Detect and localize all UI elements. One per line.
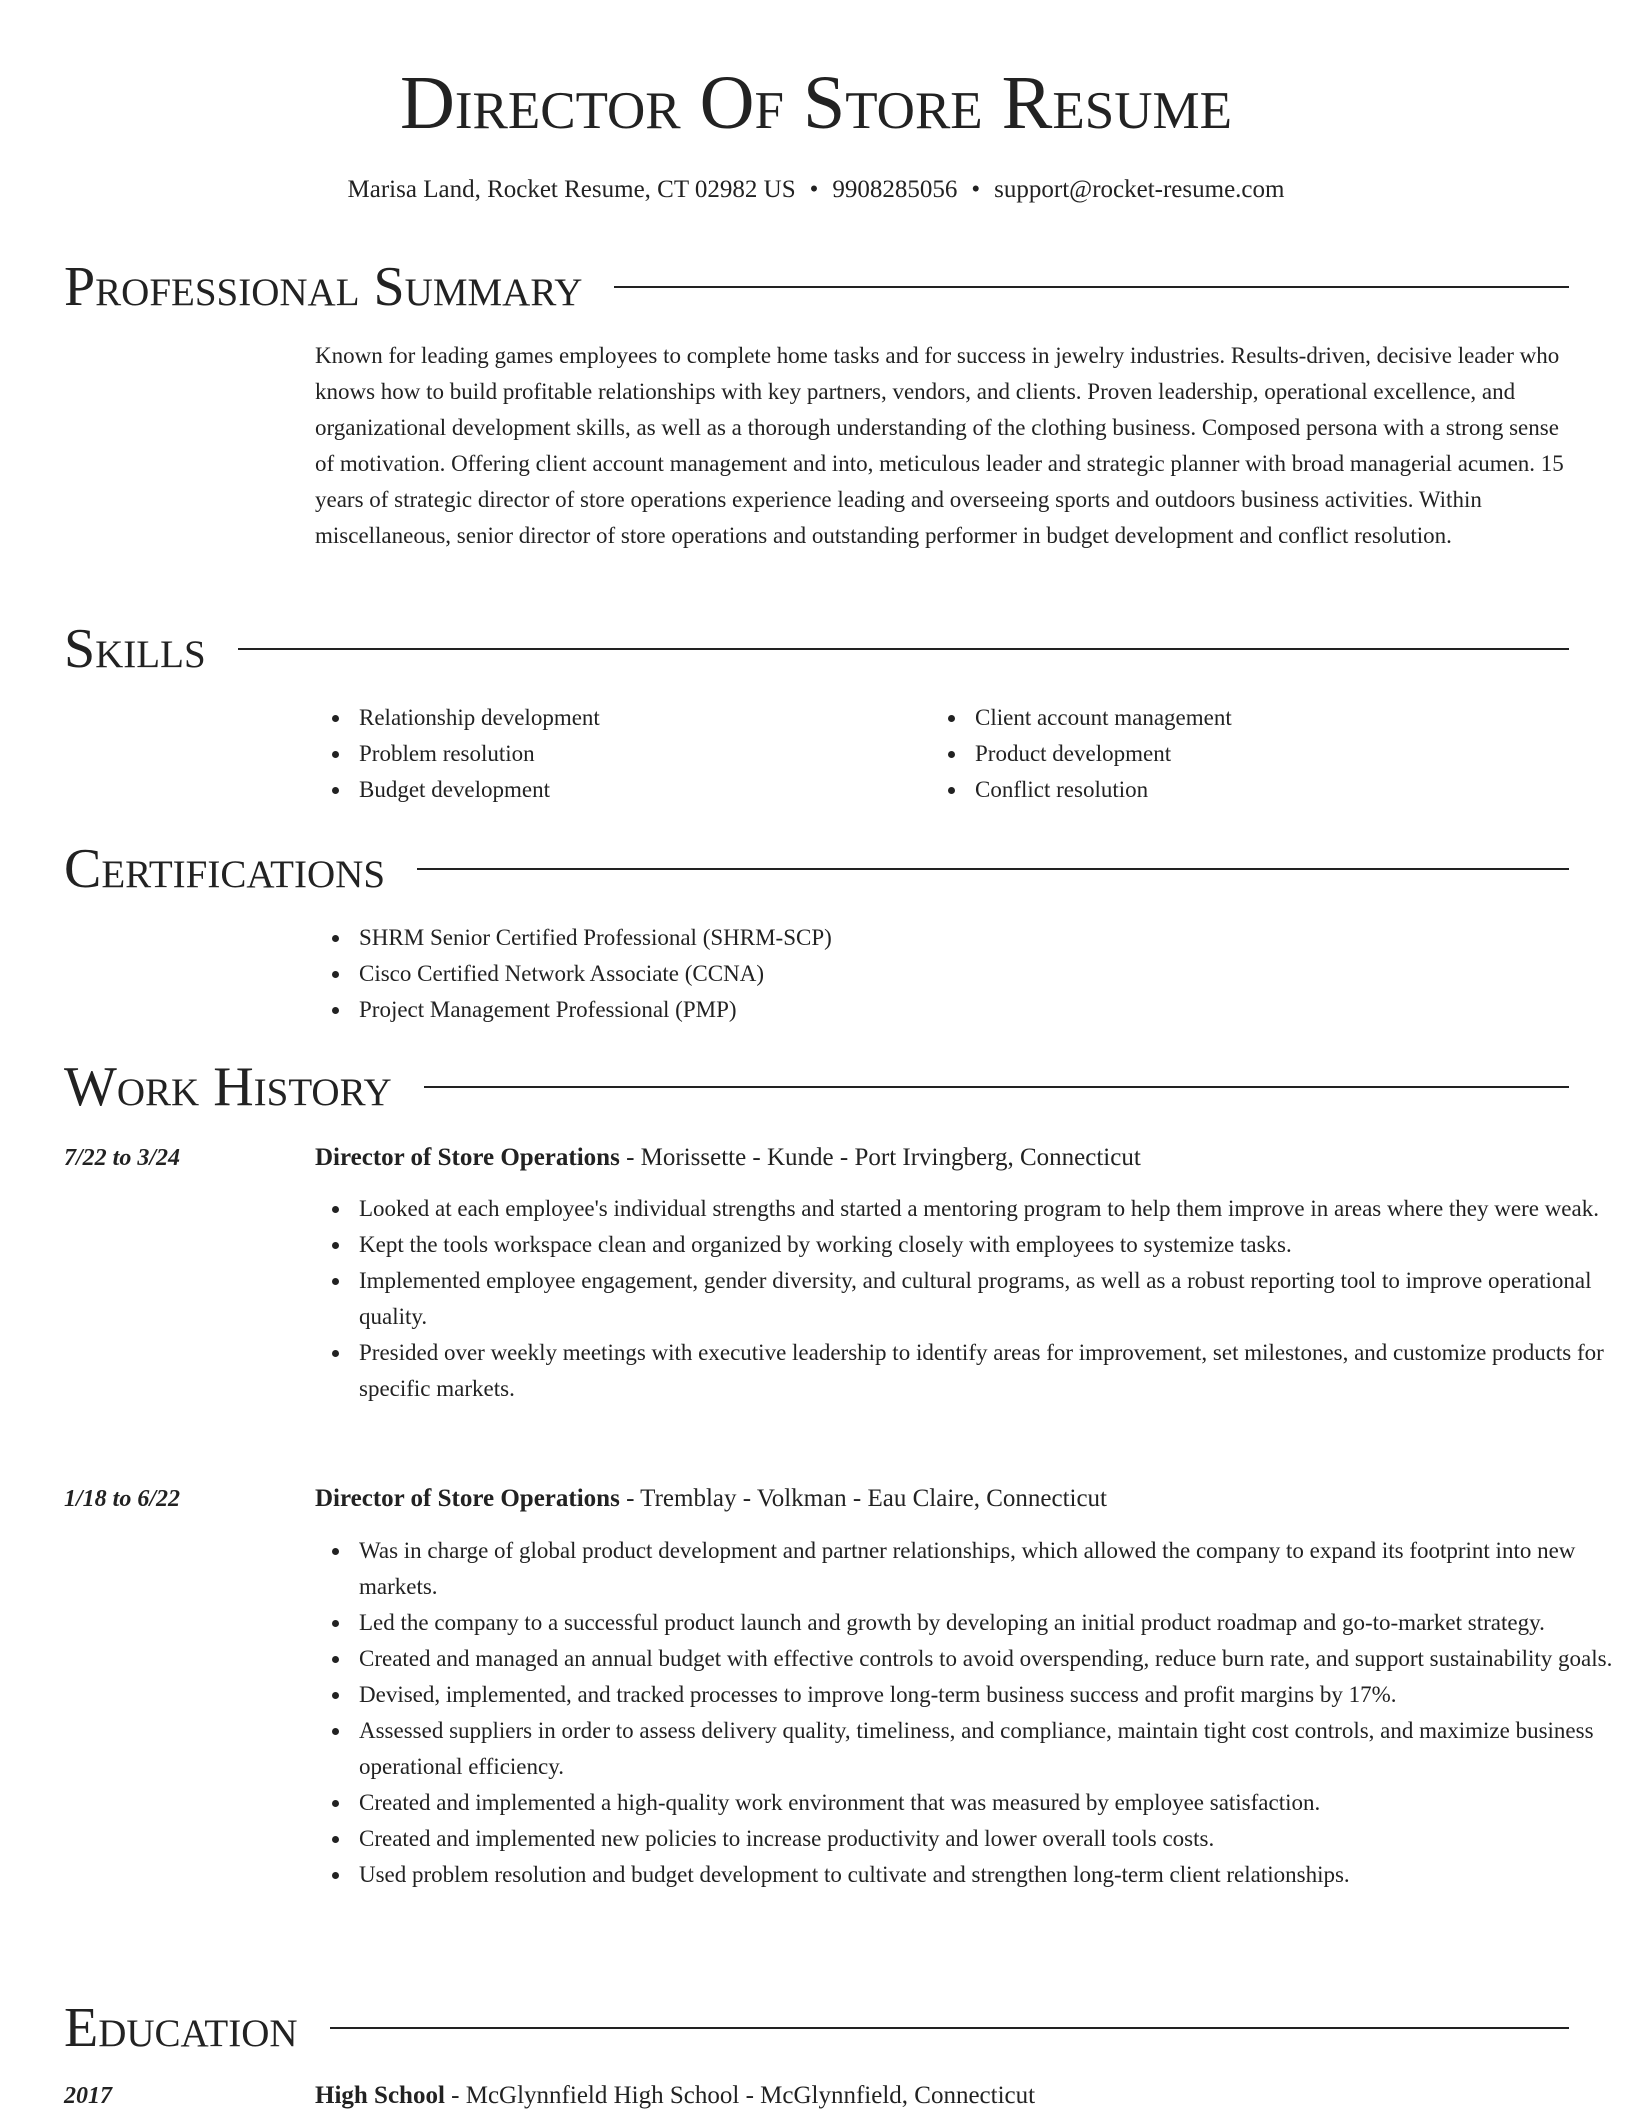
section-divider bbox=[424, 1086, 1569, 1088]
certifications-heading bbox=[64, 834, 1569, 904]
job-bullet: Looked at each employee's individual strengths and started a mentoring program to help them improve in areas where they were weak. bbox=[359, 1191, 1619, 1227]
summary-heading bbox=[64, 252, 1569, 322]
skills-list-right bbox=[931, 700, 1575, 808]
skill-item: Relationship development bbox=[359, 700, 939, 736]
skill-item: Budget development bbox=[359, 772, 939, 808]
job-employer: - Morissette - Kunde - Port Irvingberg, Connecticut bbox=[619, 1144, 1141, 1171]
job-bullet: Led the company to a successful product launch and growth by developing an initial product roadmap and go-to-market strategy. bbox=[359, 1605, 1619, 1641]
job-bullet: Created and implemented new policies to increase productivity and lower overall tools costs. bbox=[359, 1821, 1619, 1857]
work-heading bbox=[64, 1052, 1569, 1122]
job-bullet: Used problem resolution and budget development to cultivate and strengthen long-term client relationships. bbox=[359, 1857, 1619, 1893]
contact-address: Marisa Land, Rocket Resume, CT 02982 US bbox=[347, 176, 796, 203]
summary-heading-text: Professional Summary bbox=[64, 256, 583, 318]
job-employer: - Tremblay - Volkman - Eau Claire, Connecticut bbox=[619, 1485, 1108, 1512]
certifications-heading-text: Certifications bbox=[64, 838, 386, 900]
job-title-line bbox=[315, 1140, 1141, 1176]
job-dates: 7/22 to 3/24 bbox=[64, 1145, 181, 1171]
job-bullet: Implemented employee engagement, gender diversity, and cultural programs, as well as a robust reporting tool to improve operational quality. bbox=[359, 1263, 1619, 1335]
contact-phone: 9908285056 bbox=[832, 176, 958, 203]
certifications-list bbox=[315, 920, 1559, 1028]
section-divider bbox=[330, 2027, 1569, 2029]
contact-separator: • bbox=[809, 176, 819, 203]
certification-item: Cisco Certified Network Associate (CCNA) bbox=[359, 956, 1559, 992]
job-bullets bbox=[315, 1191, 1619, 1407]
skill-item: Product development bbox=[975, 736, 1575, 772]
resume-title: Director Of Store Resume bbox=[399, 61, 1232, 145]
summary-text: Known for leading games employees to complete home tasks and for success in jewelry industries. Results-driven, decisive leader who knows how to build profitable relationships with key partners, vendors, and clients. Proven leadership, operational excellence, and organizational development skills, as well as a thorough understanding of the clothing business. Composed persona with a strong sense of motivation. Offering client account management and into, meticulous leader and strategic planner with broad managerial acumen. 15 years of strategic director of store operations experience leading and overseeing sports and outdoors business activities. Within miscellaneous, senior director of store operations and outstanding performer in budget development and conflict resolution. bbox=[315, 343, 1564, 548]
job-title-line bbox=[315, 1481, 1107, 1517]
education-dates: 2017 bbox=[64, 2083, 112, 2109]
certification-item: SHRM Senior Certified Professional (SHRM-SCP) bbox=[359, 920, 1559, 956]
section-divider bbox=[614, 286, 1569, 288]
job-bullet: Created and implemented a high-quality work environment that was measured by employee satisfaction. bbox=[359, 1785, 1619, 1821]
job-bullet: Devised, implemented, and tracked processes to improve long-term business success and profit margins by 17%. bbox=[359, 1677, 1619, 1713]
job-bullet: Assessed suppliers in order to assess delivery quality, timeliness, and compliance, maintain tight cost controls, and maximize business operational efficiency. bbox=[359, 1713, 1619, 1785]
education-degree: High School bbox=[315, 2082, 445, 2109]
skills-list-left bbox=[315, 700, 939, 808]
job-dates: 1/18 to 6/22 bbox=[64, 1486, 181, 1512]
education-heading-text: Education bbox=[64, 1997, 298, 2059]
section-divider bbox=[417, 868, 1569, 870]
job-role: Director of Store Operations bbox=[315, 1144, 620, 1171]
skill-item: Client account management bbox=[975, 700, 1575, 736]
job-bullet: Presided over weekly meetings with executive leadership to identify areas for improvement, set milestones, and customize products for specific markets. bbox=[359, 1335, 1619, 1407]
job-bullet: Was in charge of global product development and partner relationships, which allowed the company to expand its footprint into new markets. bbox=[359, 1533, 1619, 1605]
job-role: Director of Store Operations bbox=[315, 1485, 620, 1512]
education-school: - McGlynnfield High School - McGlynnfield, Connecticut bbox=[444, 2082, 1036, 2109]
work-heading-text: Work History bbox=[64, 1056, 392, 1118]
skill-item: Problem resolution bbox=[359, 736, 939, 772]
section-divider bbox=[238, 648, 1569, 650]
certification-item: Project Management Professional (PMP) bbox=[359, 992, 1559, 1028]
education-line bbox=[315, 2078, 1035, 2114]
skill-item: Conflict resolution bbox=[975, 772, 1575, 808]
contact-separator: • bbox=[971, 176, 981, 203]
contact-email: support@rocket-resume.com bbox=[994, 176, 1285, 203]
contact-line bbox=[0, 172, 1632, 208]
job-bullets bbox=[315, 1533, 1619, 1893]
job-bullet: Kept the tools workspace clean and organized by working closely with employees to systemize tasks. bbox=[359, 1227, 1619, 1263]
education-heading bbox=[64, 1993, 1569, 2063]
skills-heading bbox=[64, 614, 1569, 684]
skills-heading-text: Skills bbox=[64, 618, 206, 680]
job-bullet: Created and managed an annual budget with effective controls to avoid overspending, reduce burn rate, and support sustainability goals. bbox=[359, 1641, 1619, 1677]
